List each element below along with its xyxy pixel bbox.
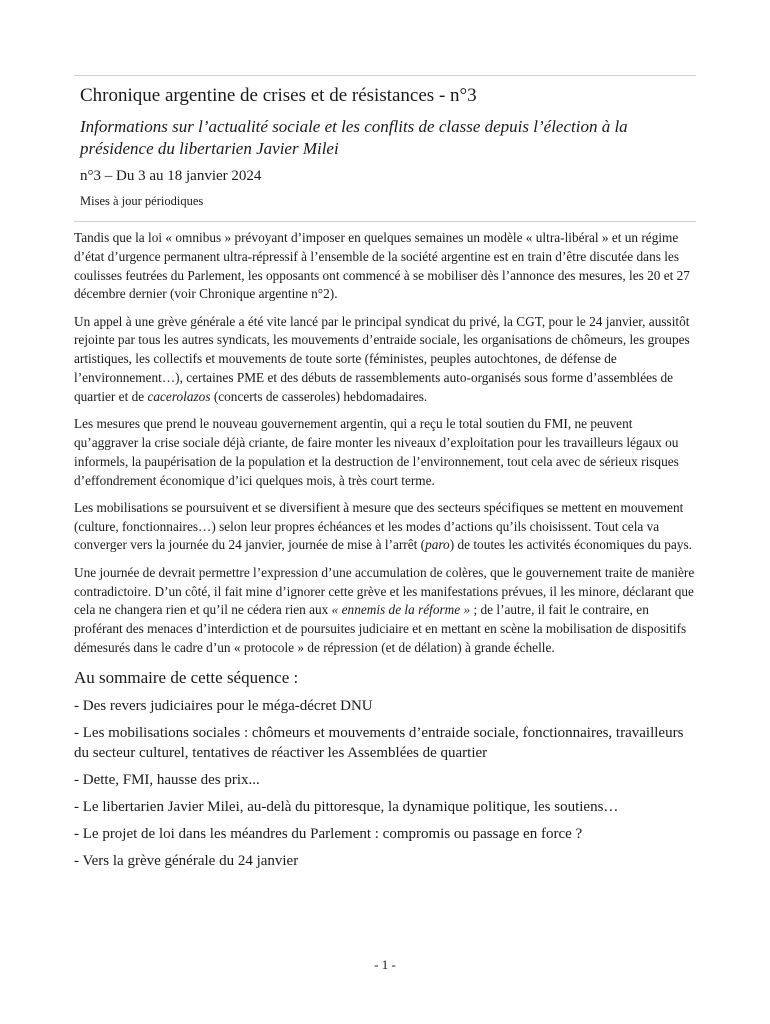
paragraph-4-emphasis: paro bbox=[425, 537, 450, 553]
paragraph-5-emphasis: « ennemis de la réforme » bbox=[331, 602, 471, 618]
paragraph-2-text-b: (concerts de casseroles) hebdomadaires. bbox=[210, 388, 428, 404]
summary-item: - Le projet de loi dans les méandres du Parlement : compromis ou passage en force ? bbox=[74, 825, 583, 842]
paragraph-2-emphasis: cacerolazos bbox=[147, 388, 211, 404]
paragraph-4-text-a: Les mobilisations se poursuivent et se diversifient à mesure que des secteurs spécifiques se mettent en mouvement (culture, fonctionnaires…) selon leur propres échéances et les modes d’actions qu’ils choisissent. Tout cela va converger vers la journée du 24 janvier, journée de mise à l’arrêt ( bbox=[74, 499, 684, 553]
paragraph-1 bbox=[74, 229, 699, 304]
paragraph-5-text-a: Une journée de devrait permettre l’expression d’une accumulation de colères, que le gouvernement traite de manière contradictoire. D’un côté, il fait mine d’ignorer cette grève et les manifestations prévues, il les minore, déclarant que cela ne changera rien et qu’il ne cédera rien aux bbox=[74, 564, 695, 618]
summary-item: - Des revers judiciaires pour le méga-décret DNU bbox=[74, 697, 373, 714]
issue-line: n°3 – Du 3 au 18 janvier 2024 bbox=[80, 168, 262, 184]
body-text bbox=[74, 229, 699, 878]
header-block bbox=[74, 75, 696, 222]
page-number: - 1 - bbox=[374, 957, 396, 972]
page-subtitle: Informations sur l’actualité sociale et les conflits de classe depuis l’élection à la présidence du libertarien Javier Milei bbox=[80, 117, 628, 158]
page-title: Chronique argentine de crises et de résistances - n°3 bbox=[80, 85, 477, 106]
paragraph-3-text: Les mesures que prend le nouveau gouvernement argentin, qui a reçu le total soutien du FMI, ne peuvent qu’aggraver la crise sociale déjà criante, de faire monter les niveaux d’exploitation pour les travailleurs légaux ou informels, la paupérisation de la population et la destruction de l’environnement, tout cela avec de sérieux risques d’effondrement économique d’ici quelques mois, à très court terme. bbox=[74, 416, 679, 488]
paragraph-2 bbox=[74, 313, 699, 407]
paragraph-3 bbox=[74, 415, 699, 490]
updates-note: Mises à jour périodiques bbox=[80, 194, 204, 208]
paragraph-1-text: Tandis que la loi « omnibus » prévoyant d’imposer en quelques semaines un modèle « ultra-libéral » et un régime d’état d’urgence permanent ultra-répressif à l’ensemble de la société argentine est en train d’être discutée dans les coulisses feutrées du Parlement, les opposants ont commencé à se mobiliser dès l’annonce des mesures, les 20 et 27 décembre dernier (voir Chronique argentine n°2). bbox=[74, 230, 690, 302]
summary-item: - Le libertarien Javier Milei, au-delà du pittoresque, la dynamique politique, les soutiens… bbox=[74, 798, 619, 815]
summary-heading: Au sommaire de cette séquence : bbox=[74, 667, 299, 687]
summary-item: - Vers la grève générale du 24 janvier bbox=[74, 852, 299, 869]
paragraph-5 bbox=[74, 564, 699, 658]
paragraph-4 bbox=[74, 499, 699, 555]
paragraph-4-text-b: ) de toutes les activités économiques du pays. bbox=[449, 537, 692, 553]
summary-item: - Les mobilisations sociales : chômeurs et mouvements d’entraide sociale, fonctionnaires, travailleurs du secteur culturel, tentatives de réactiver les Assemblées de quartier bbox=[74, 724, 684, 761]
paragraph-2-text-a: Un appel à une grève générale a été vite lancé par le principal syndicat du privé, la CGT, pour le 24 janvier, aussitôt rejointe par tous les autres syndicats, les mouvements d’entraide sociale, les organisations de chômeurs, les groupes artistiques, les collectifs et mouvements de toute sorte (féministes, peuples autochtones, de défense de l’environnement…), certaines PME et des débuts de rassemblements auto-organisés sous forme d’assemblées de quartier et de bbox=[74, 313, 690, 404]
paragraph-5-text-b: ; de l’autre, il fait le contraire, en proférant des menaces d’interdiction et de poursuites judiciaire et en mettant en scène la mobilisation de dispositifs démesurés dans le cadre d’un « protocole » de répression (et de délation) à grande échelle. bbox=[74, 602, 687, 655]
summary-item: - Dette, FMI, hausse des prix... bbox=[74, 771, 260, 788]
summary-list bbox=[74, 696, 699, 871]
